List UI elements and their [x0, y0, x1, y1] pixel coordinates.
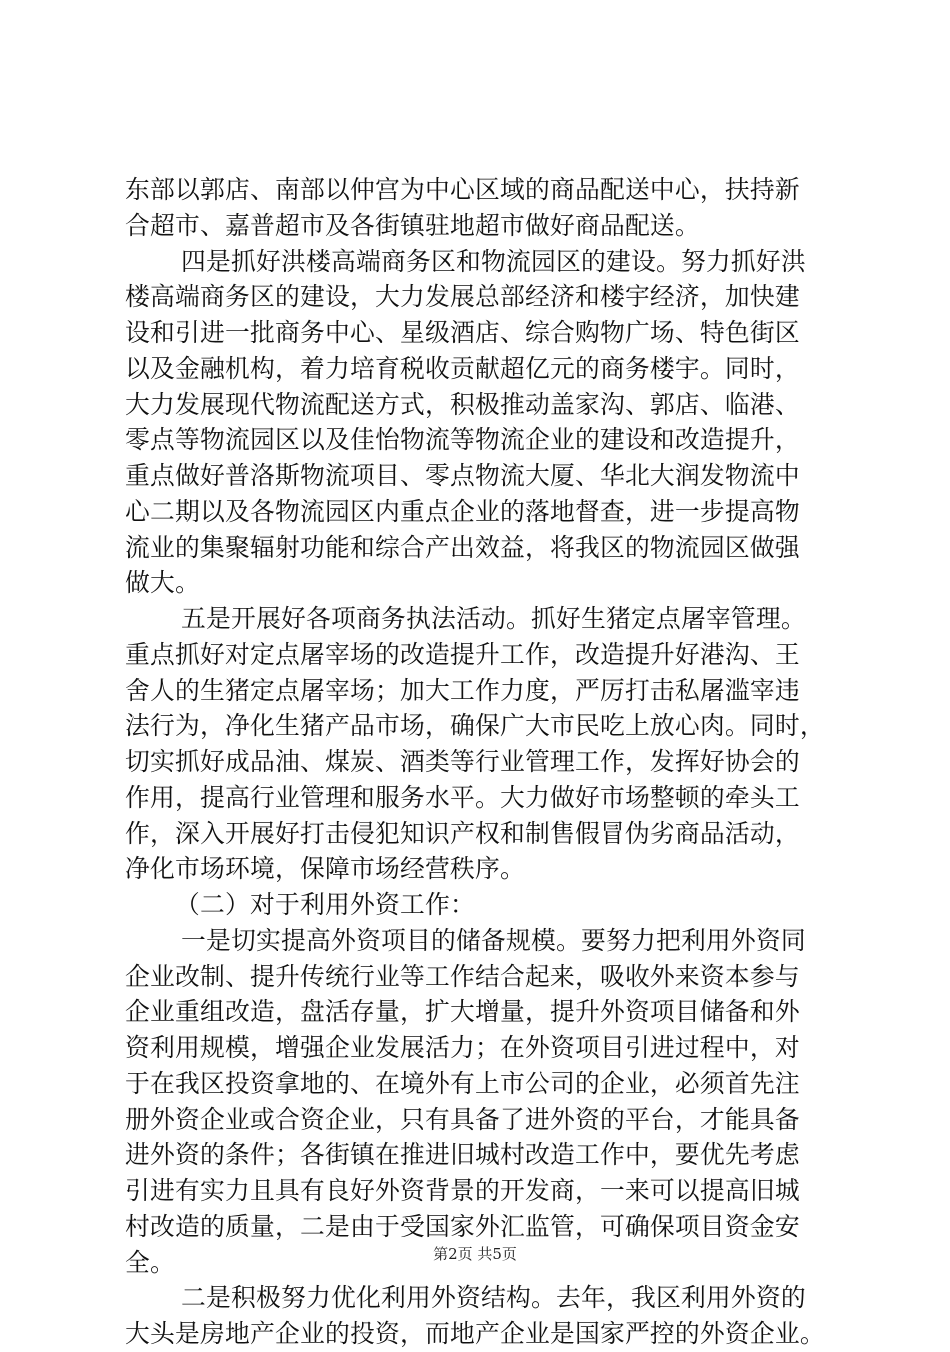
- document-body: [125, 172, 835, 1352]
- paragraph-start-line: 五是开展好各项商务执法活动。抓好生猪定点屠宰管理。: [181, 604, 806, 633]
- text-line: 净化市场环境，保障市场经营秩序。: [125, 854, 525, 884]
- text-line: 做大。: [125, 568, 200, 598]
- text-line: 重点抓好对定点屠宰场的改造提升工作，改造提升好港沟、王: [125, 639, 800, 669]
- text-line: 舍人的生猪定点屠宰场；加大工作力度，严厉打击私屠滥宰违: [125, 675, 800, 705]
- text-line: 东部以郭店、南部以仲宫为中心区域的商品配送中心，扶持新: [125, 175, 800, 204]
- text-line: 法行为，净化生猪产品市场，确保广大市民吃上放心肉。同时，: [125, 711, 825, 741]
- paragraph-start-line: 二是积极努力优化利用外资结构。去年，我区利用外资的: [181, 1283, 806, 1313]
- text-line: 引进有实力且具有良好外资背景的开发商，一来可以提高旧城: [125, 1176, 800, 1205]
- text-line: 册外资企业或合资企业，只有具备了进外资的平台，才能具备: [125, 1104, 800, 1134]
- text-line: 大头是房地产企业的投资，而地产企业是国家严控的外资企业。: [125, 1319, 825, 1348]
- paragraph-start-line: 一是切实提高外资项目的储备规模。要努力把利用外资同: [181, 925, 806, 955]
- text-line: 村改造的质量，二是由于受国家外汇监管，可确保项目资金安: [125, 1211, 800, 1241]
- text-line: 流业的集聚辐射功能和综合产出效益，将我区的物流园区做强: [125, 532, 800, 562]
- page-footer: [0, 1244, 950, 1264]
- text-line: 企业重组改造，盘活存量，扩大增量，提升外资项目储备和外: [125, 997, 800, 1027]
- text-line: 以及金融机构，着力培育税收贡献超亿元的商务楼宇。同时，: [125, 353, 800, 383]
- text-line: 进外资的条件；各街镇在推进旧城村改造工作中，要优先考虑: [125, 1140, 800, 1170]
- text-line: 于在我区投资拿地的、在境外有上市公司的企业，必须首先注: [125, 1068, 800, 1098]
- text-line: 全。: [125, 1247, 175, 1277]
- text-line: 重点做好普洛斯物流项目、零点物流大厦、华北大润发物流中: [125, 461, 800, 490]
- section-heading: （二）对于利用外资工作：: [175, 890, 475, 919]
- text-line: 作，深入开展好打击侵犯知识产权和制售假冒伪劣商品活动，: [125, 818, 800, 848]
- text-line: 零点等物流园区以及佳怡物流等物流企业的建设和改造提升，: [125, 425, 800, 455]
- text-line: 大力发展现代物流配送方式，积极推动盖家沟、郭店、临港、: [125, 389, 800, 419]
- text-line: 作用，提高行业管理和服务水平。大力做好市场整顿的牵头工: [125, 782, 800, 812]
- text-line: 设和引进一批商务中心、星级酒店、综合购物广场、特色街区: [125, 318, 800, 347]
- text-line: 企业改制、提升传统行业等工作结合起来，吸收外来资本参与: [125, 961, 800, 991]
- text-line: 合超市、嘉普超市及各街镇驻地超市做好商品配送。: [125, 210, 700, 240]
- paragraph-start-line: 四是抓好洪楼高端商务区和物流园区的建设。努力抓好洪: [181, 246, 806, 276]
- page-number-label: 第2页 共5页: [433, 1245, 517, 1263]
- text-line: 资利用规模，增强企业发展活力；在外资项目引进过程中，对: [125, 1033, 800, 1062]
- text-line: 楼高端商务区的建设，大力发展总部经济和楼宇经济，加快建: [125, 282, 800, 312]
- text-line: 切实抓好成品油、煤炭、酒类等行业管理工作，发挥好协会的: [125, 747, 800, 776]
- text-line: 心二期以及各物流园区内重点企业的落地督查，进一步提高物: [125, 496, 800, 526]
